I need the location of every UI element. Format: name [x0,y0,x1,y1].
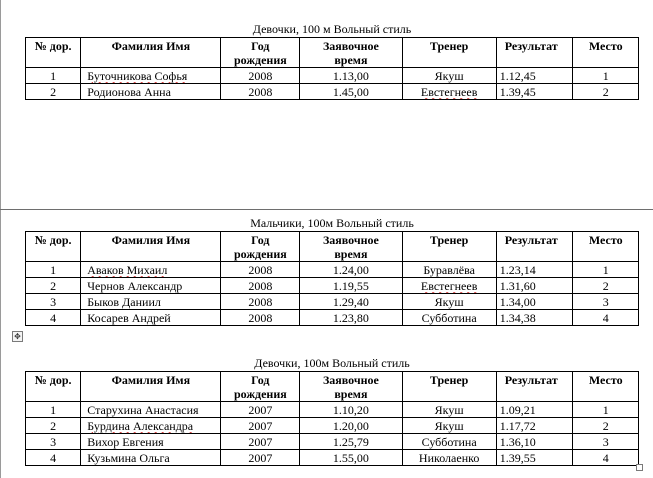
cell-birth-year [221,402,300,418]
cell-place [573,418,639,434]
resize-square-icon[interactable] [636,464,643,471]
table-row [26,68,639,84]
cell-entry-time [300,310,402,326]
header-place: Место [573,38,639,68]
cell-place [573,68,639,84]
cell-result [496,84,573,100]
cell-text: 2008 [248,310,273,325]
cell-coach [402,84,496,100]
table-row [26,450,639,466]
cell-text: 1.39,55 [499,450,536,465]
cell-text: 1.17,72 [499,418,536,433]
cell-text: 4 [50,310,57,325]
cell-birth-year [221,84,300,100]
results-table [25,231,639,326]
cell-text: 1.09,21 [499,402,536,417]
table-row [26,84,639,100]
header-name: Фамилия Имя [81,232,221,262]
table-header-row [26,372,639,402]
cell-result [496,310,573,326]
cell-coach [402,68,496,84]
table-row [26,262,639,278]
cell-place [573,402,639,418]
cell-text: 2 [50,84,57,99]
cell-entry-time [300,418,402,434]
header-birth-year: Год рождения [221,232,300,262]
cell-lane [26,262,81,278]
header-coach: Тренер [402,372,496,402]
cell-text: 1.19,55 [332,278,369,293]
cell-text: 1.34,38 [499,310,536,325]
header-result: Результат [496,232,573,262]
results-table [25,37,639,100]
cell-text: 1.29,40 [332,294,369,309]
cell-text: 2007 [248,434,273,449]
cell-text: 1.12,45 [499,68,536,83]
cell-text: Чернов Александр [87,278,183,293]
table-caption: Мальчики, 100м Вольный стиль [250,216,414,230]
cell-text: 1.23,14 [499,262,536,277]
cell-result [496,68,573,84]
cell-text: 2 [602,278,609,293]
header-result: Результат [496,372,573,402]
cell-text: 1 [602,262,609,277]
cell-result [496,294,573,310]
cell-birth-year [221,262,300,278]
cell-text: 1.36,10 [499,434,536,449]
cell-text: Якуш [434,294,464,309]
cell-text: 4 [602,310,609,325]
cell-text: 1 [50,402,57,417]
cell-result [496,278,573,294]
header-entry-time: Заявочное время [300,38,402,68]
cell-text: Бурдина Александра [87,418,194,433]
cell-text: 1.20,00 [332,418,369,433]
table-row [26,310,639,326]
cell-text: 3 [50,434,57,449]
cell-entry-time [300,450,402,466]
results-table [25,371,639,466]
cell-text: 2008 [248,84,273,99]
table-caption: Девочки, 100м Вольный стиль [254,356,410,370]
cell-lane [26,418,81,434]
cell-place [573,278,639,294]
header-name: Фамилия Имя [81,372,221,402]
cell-result [496,402,573,418]
cell-lane [26,68,81,84]
cell-text: 2 [50,418,57,433]
cell-text: 1.10,20 [332,402,369,417]
cell-entry-time [300,262,402,278]
cell-text: 1.31,60 [499,278,536,293]
table-row [26,278,639,294]
cell-place [573,294,639,310]
cell-text: Буравлёва [423,262,475,277]
table-header-row [26,232,639,262]
cell-name [81,402,221,418]
cell-lane [26,310,81,326]
cell-name [81,262,221,278]
cell-text: 3 [602,434,609,449]
cell-text: Субботина [421,434,477,449]
cell-result [496,434,573,450]
table-caption: Девочки, 100 м Вольный стиль [252,22,412,36]
table-row [26,418,639,434]
header-coach: Тренер [402,232,496,262]
cell-text: 1.45,00 [332,84,369,99]
header-coach: Тренер [402,38,496,68]
cell-text: 3 [50,294,57,309]
cell-text: 1.25,79 [332,434,369,449]
cell-birth-year [221,278,300,294]
cell-place [573,310,639,326]
cell-name [81,310,221,326]
cell-text: 2008 [248,262,273,277]
cell-text: 1.55,00 [332,450,369,465]
cell-text: Буточникова Софья [87,68,188,83]
cell-text: Николаенко [418,450,480,465]
cell-text: Евстегнеев [420,84,478,99]
cell-text: 4 [602,450,609,465]
results-table-boys-2008 [25,216,639,326]
cell-result [496,262,573,278]
cell-birth-year [221,418,300,434]
cell-result [496,450,573,466]
cell-text: 1 [602,402,609,417]
cell-text: Старухина Анастасия [87,402,199,417]
cell-text: Кузьмина Ольга [87,450,170,465]
cell-text: Вихор Евгения [87,434,164,449]
cell-lane [26,278,81,294]
table-row [26,434,639,450]
cell-lane [26,84,81,100]
cell-name [81,434,221,450]
header-birth-year: Год рождения [221,38,300,68]
cell-birth-year [221,434,300,450]
cell-text: Субботина [421,310,477,325]
header-name: Фамилия Имя [81,38,221,68]
cell-name [81,418,221,434]
page-left-edge [0,0,1,478]
results-table-girls-2007 [25,356,639,466]
results-table-girls-2008 [25,22,639,100]
cell-coach [402,310,496,326]
table-header-row [26,38,639,68]
cell-name [81,84,221,100]
header-entry-time: Заявочное время [300,372,402,402]
page-break-line [0,209,653,210]
cell-text: 2 [602,418,609,433]
cell-place [573,434,639,450]
cell-coach [402,402,496,418]
cell-text: 2008 [248,278,273,293]
table-row [26,294,639,310]
header-birth-year: Год рождения [221,372,300,402]
cell-text: 1.13,00 [332,68,369,83]
cell-coach [402,434,496,450]
header-lane: № дор. [26,232,81,262]
cell-entry-time [300,434,402,450]
cell-coach [402,262,496,278]
cell-text: 2007 [248,450,273,465]
cell-place [573,262,639,278]
header-result: Результат [496,38,573,68]
cell-text: 2008 [248,68,273,83]
cell-text: Якуш [434,418,464,433]
header-entry-time: Заявочное время [300,232,402,262]
cell-text: Косарев Андрей [87,310,171,325]
cell-text: 1.39,45 [499,84,536,99]
cell-birth-year [221,310,300,326]
cell-text: 4 [50,450,57,465]
cell-name [81,278,221,294]
cell-name [81,294,221,310]
cell-name [81,450,221,466]
cell-text: Родионова Анна [87,84,171,99]
cell-lane [26,450,81,466]
cell-text: 1 [602,68,609,83]
cell-text: 3 [602,294,609,309]
cell-text: 1.24,00 [332,262,369,277]
cell-text: 2 [50,278,57,293]
cell-birth-year [221,68,300,84]
cell-result [496,418,573,434]
cell-text: Аваков Михаил [87,262,168,277]
header-lane: № дор. [26,372,81,402]
cell-name [81,68,221,84]
cell-lane [26,402,81,418]
cell-text: Быков Даниил [87,294,161,309]
cell-entry-time [300,84,402,100]
cell-entry-time [300,68,402,84]
cell-text: 1 [50,262,57,277]
cell-text: 1.23,80 [332,310,369,325]
cell-text: 1.34,00 [499,294,536,309]
table-row [26,402,639,418]
cell-coach [402,418,496,434]
cell-entry-time [300,294,402,310]
header-place: Место [573,232,639,262]
cell-place [573,84,639,100]
cell-coach [402,450,496,466]
header-lane: № дор. [26,38,81,68]
cell-coach [402,278,496,294]
cell-text: 2007 [248,402,273,417]
cell-entry-time [300,278,402,294]
cell-birth-year [221,294,300,310]
header-place: Место [573,372,639,402]
cell-place [573,450,639,466]
cell-coach [402,294,496,310]
cell-text: 2007 [248,418,273,433]
move-arrows-icon[interactable]: ✥ [12,331,23,342]
cell-text: 2 [602,84,609,99]
cell-text: Евстегнеев [420,278,478,293]
cell-entry-time [300,402,402,418]
cell-text: 1 [50,68,57,83]
cell-text: Якуш [434,402,464,417]
cell-lane [26,294,81,310]
cell-text: 2008 [248,294,273,309]
cell-lane [26,434,81,450]
cell-text: Якуш [434,68,464,83]
cell-birth-year [221,450,300,466]
